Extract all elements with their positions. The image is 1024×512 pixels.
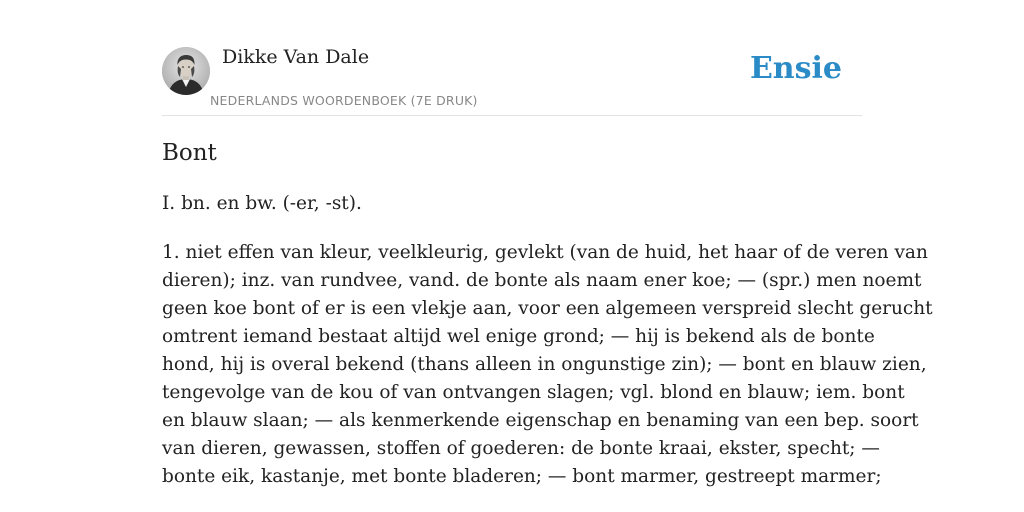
author-avatar[interactable] — [162, 47, 210, 95]
header-divider — [162, 115, 862, 116]
source-title[interactable]: NEDERLANDS WOORDENBOEK (7E DRUK) — [210, 93, 478, 108]
portrait-image — [162, 47, 210, 95]
brand-logo[interactable]: Ensie — [749, 51, 842, 86]
entry-term: Bont — [162, 140, 217, 166]
entry-definition — [162, 239, 933, 491]
definition-line: geen koe bont of er is een vlekje aan, voor een algemeen verspreid slecht gerucht — [162, 298, 933, 319]
page — [162, 0, 933, 512]
definition-line: van dieren, gewassen, stoffen of goederen: de bonte kraai, ekster, specht; — — [162, 438, 880, 459]
definition-line: omtrent iemand bestaat altijd wel enige grond; — hij is bekend als de bonte — [162, 326, 875, 347]
definition-line: dieren); inz. van rundvee, vand. de bonte als naam ener koe; — (spr.) men noemt — [162, 270, 922, 291]
definition-line: 1. niet effen van kleur, veelkleurig, gevlekt (van de huid, het haar of de veren van — [162, 242, 928, 263]
definition-line: tengevolge van de kou of van ontvangen slagen; vgl. blond en blauw; iem. bont — [162, 382, 905, 403]
entry-grammar: I. bn. en bw. (-er, -st). — [162, 193, 362, 214]
author-name[interactable]: Dikke Van Dale — [222, 46, 370, 68]
definition-line: en blauw slaan; — als kenmerkende eigenschap en benaming van een bep. soort — [162, 410, 919, 431]
definition-line: hond, hij is overal bekend (thans alleen in ongunstige zin); — bont en blauw zien, — [162, 354, 927, 375]
definition-line: bonte eik, kastanje, met bonte bladeren; — bont marmer, gestreept marmer; — [162, 466, 882, 487]
